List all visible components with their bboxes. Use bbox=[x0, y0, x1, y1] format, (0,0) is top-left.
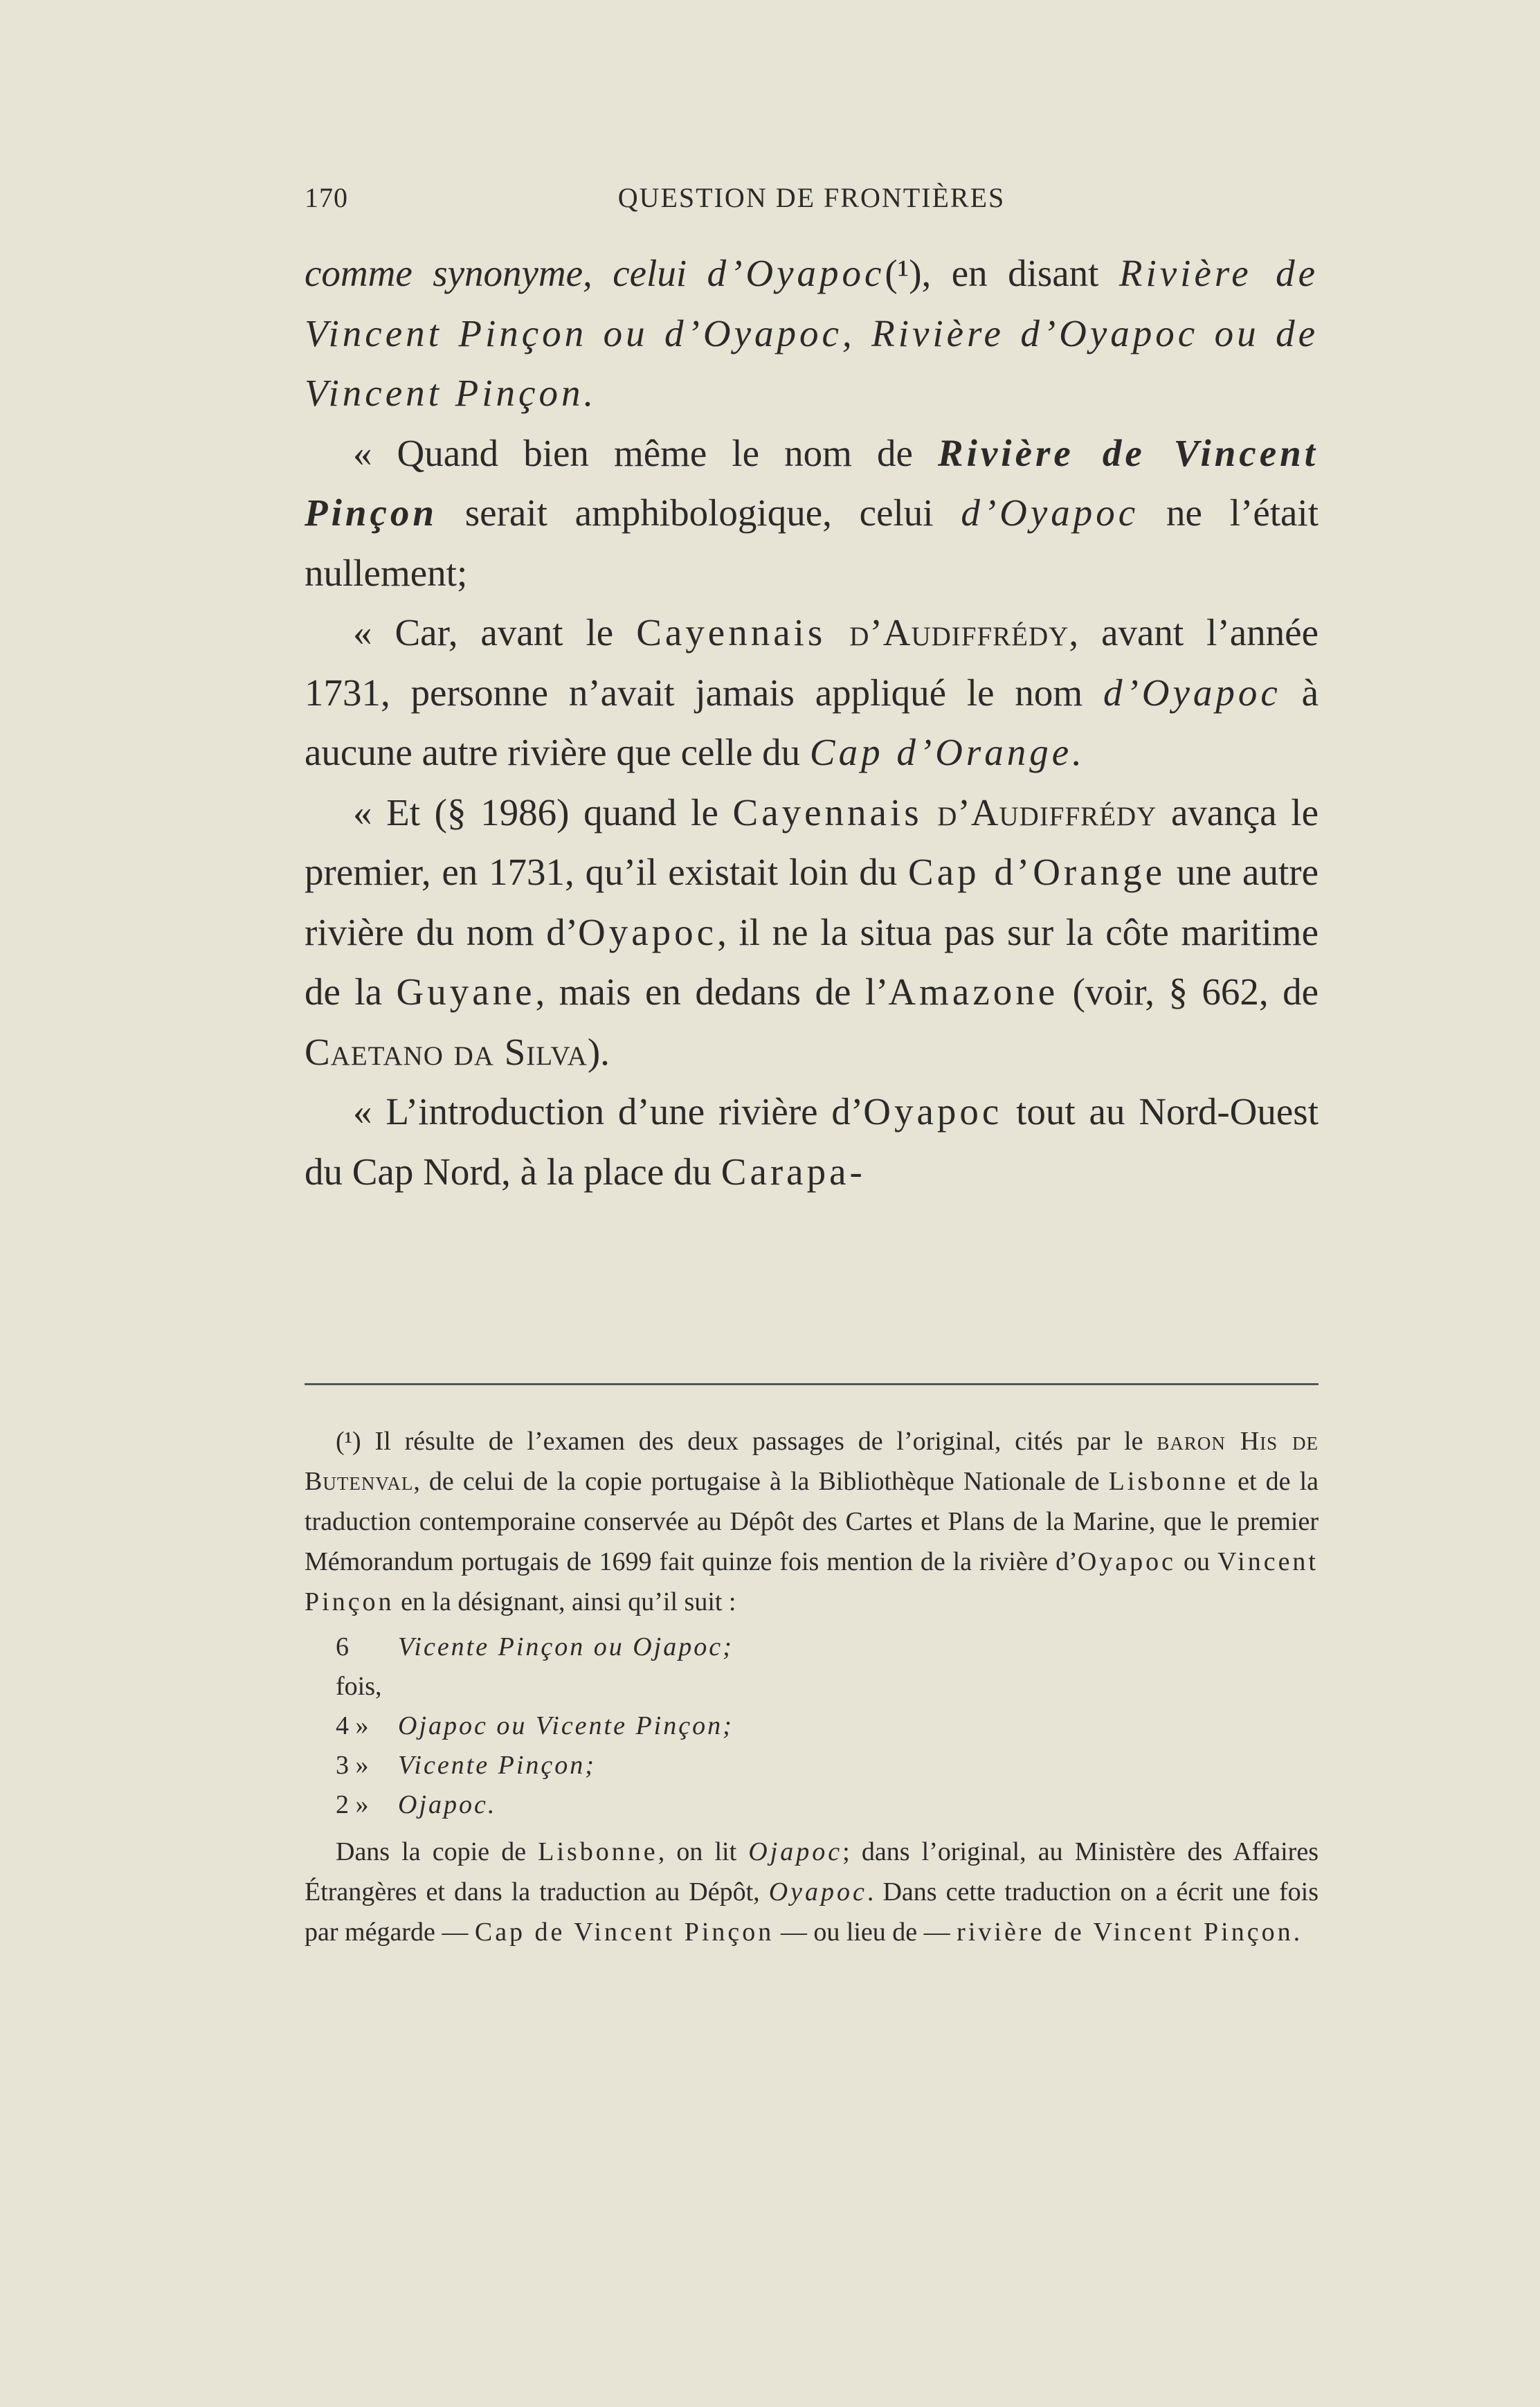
text-span: Cayennais bbox=[732, 791, 923, 833]
text-span: — ou lieu de — bbox=[774, 1918, 957, 1947]
text-span: Oyapoc bbox=[578, 910, 718, 953]
text-span: en la désignant, ainsi qu’il suit : bbox=[394, 1587, 736, 1616]
list-text: Ojapoc. bbox=[398, 1790, 497, 1819]
list-count: 3 » bbox=[336, 1751, 369, 1780]
footnote-divider bbox=[305, 1383, 1319, 1385]
paragraph bbox=[305, 424, 1319, 604]
text-span: Rivière de Vincent Pinçon bbox=[305, 431, 1319, 534]
text-span: (voir, § 662, de bbox=[1058, 971, 1319, 1013]
paragraph bbox=[305, 244, 1319, 424]
text-span: à aucune autre rivière que celle du bbox=[305, 671, 1319, 773]
text-span: baron His de Butenval bbox=[305, 1427, 1319, 1496]
text-span: Caetano da Silva bbox=[305, 1030, 588, 1073]
text-span: « Quand bien même le nom de bbox=[353, 431, 938, 474]
text-span: d’Oyapoc bbox=[707, 252, 885, 294]
text-span: tout au Nord-Ouest du Cap Nord, à la place du bbox=[305, 1090, 1319, 1193]
text-span: , il ne la situa pas sur la côte maritime de la bbox=[305, 910, 1319, 1013]
text-span: Oyapoc bbox=[768, 1877, 867, 1906]
text-span: Vincent Pinçon bbox=[305, 1547, 1319, 1616]
text-span: . bbox=[1293, 1918, 1301, 1947]
text-span: serait amphibologique, celui bbox=[437, 492, 961, 534]
footnotes bbox=[305, 1421, 1319, 1952]
text-span: Rivière de Vincent Pinçon ou d’Oyapoc, Rivière d’Oyapoc ou de Vincent Pinçon. bbox=[305, 252, 1319, 414]
text-span: Cap d’Orange bbox=[908, 851, 1166, 893]
footnote-paragraph bbox=[305, 1421, 1319, 1622]
text-span: « Car, avant le bbox=[353, 611, 637, 653]
list-count: 6 fois, bbox=[336, 1632, 382, 1701]
text-span: ne l’était nullement; bbox=[305, 492, 1319, 594]
text-span: Dans la copie de bbox=[336, 1837, 538, 1866]
text-span: Carapa- bbox=[721, 1150, 866, 1193]
running-title: QUESTION DE FRONTIÈRES bbox=[617, 182, 1006, 213]
text-span: Oyapoc bbox=[1077, 1547, 1177, 1576]
text-span: une autre rivière du nom d’ bbox=[305, 851, 1319, 953]
list-text: Vicente Pinçon ou Ojapoc; bbox=[398, 1632, 734, 1661]
text-span: ou bbox=[1176, 1547, 1217, 1576]
text-span: et de la traduction contemporaine conservée au Dépôt des Cartes et Plans de la Marine, que le premier Mémorandum portugais de 1699 fait quinze fois mention de la rivière d’ bbox=[305, 1467, 1319, 1576]
text-span: Ojapoc bbox=[748, 1837, 843, 1866]
text-span: Lisbonne bbox=[1108, 1467, 1229, 1496]
text-span: , de celui de la copie portugaise à la Bibliothèque Nationale de bbox=[413, 1467, 1109, 1496]
text-span: , en disant bbox=[921, 252, 1119, 294]
text-span: Cayennais bbox=[636, 611, 826, 653]
text-span: « L’introduction d’une rivière d’ bbox=[353, 1090, 864, 1133]
main-text bbox=[305, 244, 1319, 1202]
text-span: , on lit bbox=[658, 1837, 749, 1866]
mention-list bbox=[336, 1628, 1319, 1825]
text-span: « Et (§ 1986) quand le bbox=[353, 791, 733, 833]
text-span: Oyapoc bbox=[863, 1090, 1003, 1133]
list-item bbox=[336, 1785, 1319, 1825]
text-span: . Dans cette traduction on a écrit une fois par mégarde — bbox=[305, 1877, 1319, 1947]
text-span: d’Oyapoc bbox=[1103, 671, 1281, 714]
page-number: 170 bbox=[305, 182, 348, 213]
list-count: 2 » bbox=[336, 1790, 369, 1819]
text-span: comme synonyme, celui bbox=[305, 252, 707, 294]
list-item bbox=[336, 1628, 1319, 1706]
paragraph bbox=[305, 1082, 1319, 1202]
text-span: , avant l’année 1731, personne n’avait jamais appliqué le nom bbox=[305, 611, 1319, 714]
text-span: , mais en dedans de l’ bbox=[535, 971, 889, 1013]
paragraph bbox=[305, 783, 1319, 1083]
text-span: Guyane bbox=[396, 971, 536, 1013]
text-span: d’Audiffrédy bbox=[922, 791, 1157, 833]
list-item bbox=[336, 1746, 1319, 1785]
text-span: Amazone bbox=[888, 971, 1059, 1013]
list-count: 4 » bbox=[336, 1711, 369, 1740]
paragraph bbox=[305, 603, 1319, 783]
text-span: ). bbox=[587, 1030, 610, 1073]
text-span: d’Audiffrédy bbox=[826, 611, 1069, 653]
text-span: (¹) Il résulte de l’examen des deux passages de l’original, cités par le bbox=[336, 1427, 1157, 1456]
text-span: ; dans l’original, au Ministère des Affaires Étrangères et dans la traduction au Dépôt, bbox=[305, 1837, 1319, 1906]
list-text: Vicente Pinçon; bbox=[398, 1751, 596, 1780]
text-span: Cap de Vincent Pinçon bbox=[474, 1918, 774, 1947]
text-span: avança le premier, en 1731, qu’il existait loin du bbox=[305, 791, 1319, 893]
text-span: rivière de Vincent Pinçon bbox=[957, 1918, 1294, 1947]
running-head bbox=[305, 181, 1319, 223]
text-span: d’Oyapoc bbox=[961, 492, 1139, 534]
list-item bbox=[336, 1706, 1319, 1746]
list-text: Ojapoc ou Vicente Pinçon; bbox=[398, 1711, 734, 1740]
footnote-ref: (¹) bbox=[885, 252, 922, 294]
text-span: Cap d’Orange. bbox=[809, 731, 1085, 773]
footnote-paragraph bbox=[305, 1832, 1319, 1952]
text-span: Lisbonne bbox=[538, 1837, 658, 1866]
